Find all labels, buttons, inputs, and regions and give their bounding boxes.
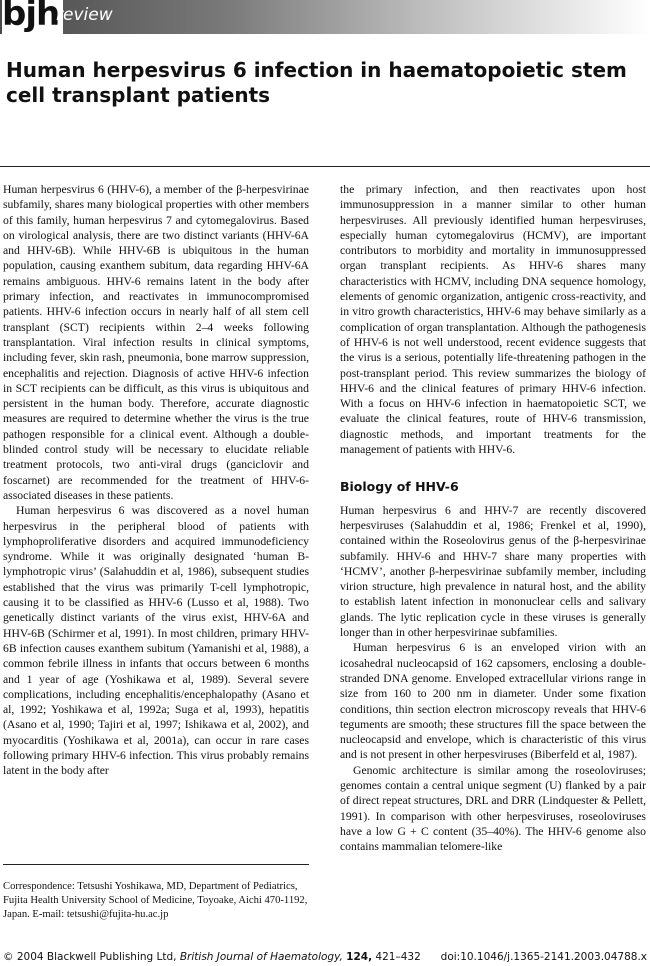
right-column: [340, 182, 646, 854]
intro-continuation: the primary infection, and then reactivates upon host immunosuppression in a manner similar to other human herpesviruses. All previously identified human herpesviruses, especially human cytomegalovirus (HCMV), are important contributors to morbidity and mortality in immunosuppressed organ transplant recipients. As HHV-6 shares many characteristics with HCMV, including DNA sequence homology, elements of genomic organization, antigenic cross-reactivity, and in vitro growth characteristics, HHV-6 may behave similarly as a complication of organ transplantation. Although the pathogenesis of HHV-6 is not well understood, recent evidence suggests that the virus is a serious, potentially life-threatening pathogen in the post-transplant period. This review summarizes the biology of HHV-6 and the clinical features of primary HHV-6 infection. With a focus on HHV-6 infection in haematopoietic SCT, we evaluate the clinical features, route of HHV-6 transmission, diagnostic methods, and important treatments for the management of patients with HHV-6.: [340, 183, 646, 457]
body-paragraph: Human herpesvirus 6 and HHV-7 are recently discovered herpesviruses (Salahuddin et al, 1986; Frenkel et al, 1990), contained within the Roseolovirus genus of the β-herpesvirinae subfamily. HHV-6 and HHV-7 share many properties with ‘HCMV’, another β-herpesvirinae subfamily member, including virion structure, high prevalence in natural host, and the ability to establish latent infection in mononuclear cells and salivary glands. The lytic replication cycle in these viruses is generally longer than in other herpesvirinae subfamilies.: [340, 503, 646, 640]
correspondence-note: Correspondence: Tetsushi Yoshikawa, MD, Department of Pediatrics, Fujita Health University School of Medicine, Toyoake, Aichi 470-1192, Japan. E-mail: tetsushi@fujita-hu.ac.jp: [3, 881, 308, 920]
left-column: [3, 182, 309, 779]
correspondence-divider: [3, 864, 309, 865]
intro-paragraph: Human herpesvirus 6 was discovered as a novel human herpesvirus in the peripheral blood of patients with lymphoproliferative disorders and acquired immunodeficiency syndrome. While it was originally designated ‘human B-lymphotropic virus’ (Salahuddin et al, 1986), subsequent studies established that the virus was primarily T-cell lymphotropic, causing it to be classified as HHV-6 (Lusso et al, 1988). Two genetically distinct variants of the virus exist, HHV-6A and HHV-6B (Schirmer et al, 1991). In most children, primary HHV-6B infection causes exanthem subitum (Yamanishi et al, 1988), a common febrile illness in infants that occurs between 6 months and 1 year of age (Yoshikawa et al, 1989). Several severe complications, including encephalitis/encephalopathy (Asano et al, 1992; Yoshikawa et al, 1992a; Suga et al, 1993), hepatitis (Asano et al, 1990; Tajiri et al, 1997; Ishikawa et al, 2002), and myocarditis (Yoshikawa et al, 2001a), can occur in rare cases following primary HHV-6 infection. This virus probably remains latent in the body after: [3, 504, 309, 778]
section-heading: Biology of HHV-6: [340, 479, 459, 495]
abstract-paragraph: Human herpesvirus 6 (HHV-6), a member of the β-herpesvirinae subfamily, shares many biological properties with other members of this family, human herpesvirus 7 and cytomegalovirus. Based on virological analysis, there are two distinct variants (HHV-6A and HHV-6B). While HHV-6B is ubiquitous in the human population, causing exanthem subitum, data regarding HHV-6A remains ambiguous. HHV-6 remains latent in the body after primary infection, and reactivates in immunocompromised patients. HHV-6 infection occurs in nearly half of all stem cell transplant (SCT) recipients within 2–4 weeks following transplantation. Viral infection results in clinical symptoms, including fever, skin rash, pneumonia, bone marrow suppression, encephalitis and rejection. Diagnosis of active HHV-6 infection in SCT recipients can be difficult, as this virus is ubiquitous and persistent in the human body. Therefore, accurate diagnostic measures are required to determine whether the virus is the true pathogen responsible for a clinical event. Although a double-blinded control study will be necessary to elucidate reliable treatment protocols, two anti-viral drugs (ganciclovir and foscarnet) are recommended for the treatment of HHV-6-associated diseases in these patients.: [3, 183, 309, 502]
footer-copyright: © 2004 Blackwell Publishing Ltd,: [3, 951, 177, 963]
section-tag: review: [56, 5, 113, 25]
body-paragraph: Genomic architecture is similar among the roseoloviruses; genomes contain a central unique segment (U) flanked by a pair of direct repeat structures, DRL and DRR (Lindquester & Pellett, 1991). In comparison with other herpesviruses, roseoloviruses have a low G + C content (35–40%). The HHV-6 genome also contains mammalian telomere-like: [340, 763, 646, 854]
article-title: Human herpesvirus 6 infection in haematopoietic stem cell transplant patients: [6, 58, 627, 107]
page-footer: [3, 951, 647, 963]
footer-pages: 421–432: [375, 951, 421, 963]
journal-logo: bjh: [2, 0, 63, 34]
body-paragraph: Human herpesvirus 6 is an enveloped virion with an icosahedral nucleocapsid of 162 capsomers, enclosing a double-stranded DNA genome. Enveloped extracellular virions range in size from 160 to 200 nm in diameter. Under some fixation conditions, thin section electron microscopy reveals that HHV-6 teguments are smooth; these structures fill the space between the nucleocapsid and envelope, which is characteristic of this virus and is not present in other herpesviruses (Biberfeld et al, 1987).: [340, 641, 646, 762]
footer-citation: [3, 951, 421, 963]
footer-volume: 124,: [346, 951, 373, 963]
footer-doi: doi:10.1046/j.1365-2141.2003.04788.x: [440, 951, 647, 963]
title-divider: [0, 166, 650, 167]
footer-journal: British Journal of Haematology,: [179, 951, 343, 963]
